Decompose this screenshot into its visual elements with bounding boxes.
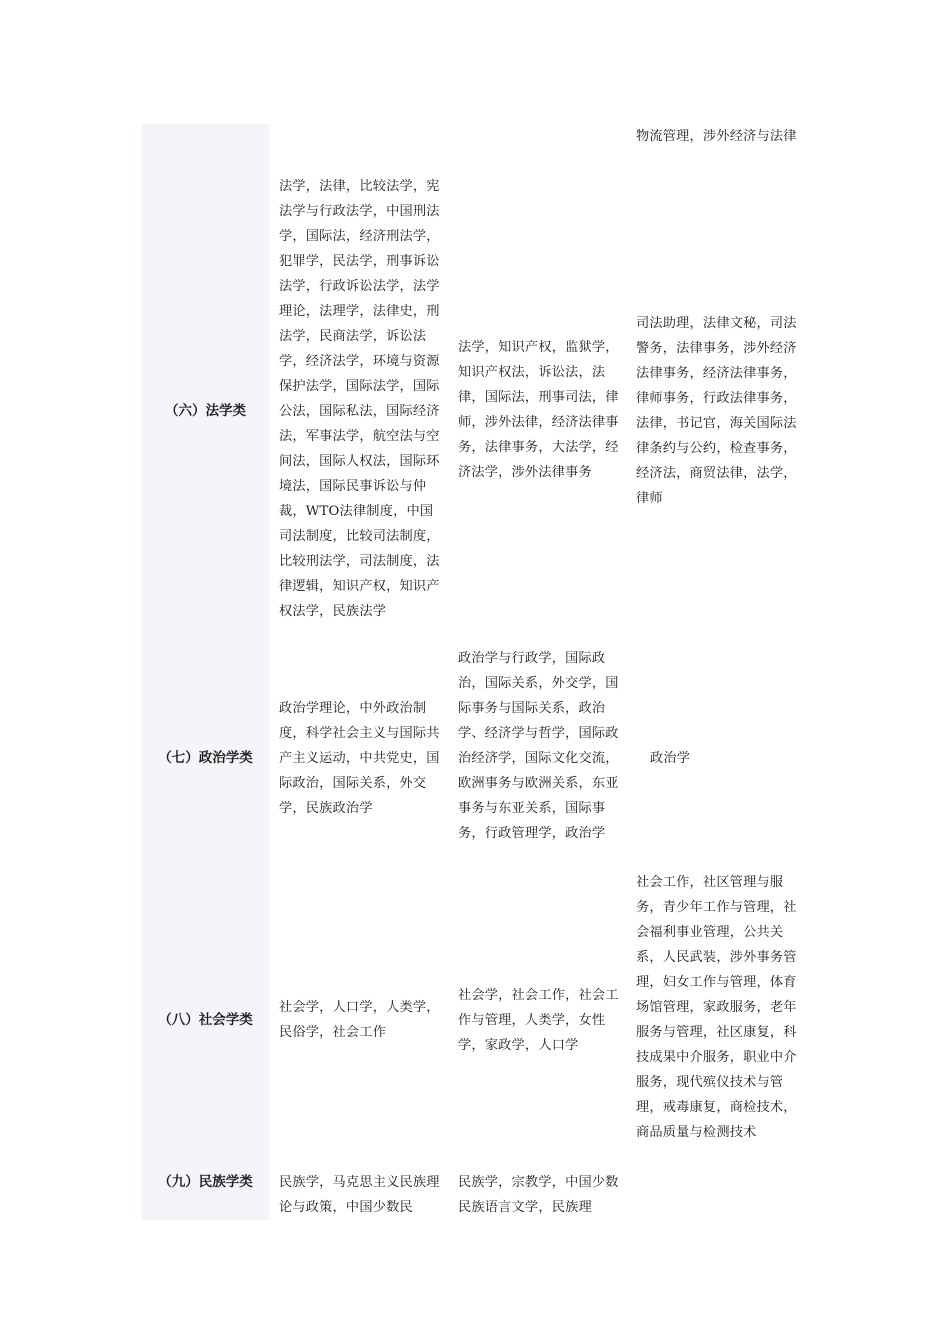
specialist-majors-cell: 社会工作，社区管理与服务，青少年工作与管理，社会福利事业管理，公共关系，人民武装，涉外事务管理，妇女工作与管理，体育场馆管理，家政服务，老年服务与管理，社区康复，科技成果中介服务，职业中介服务，现代殡仪技术与管理，戒毒康复，商检技术，商品质量与检测技术	[636, 875, 797, 1140]
graduate-majors-cell: 社会学，人口学，人类学，民俗学，社会工作	[279, 1000, 440, 1040]
category-label: （九）民族学类	[158, 1174, 253, 1190]
graduate-majors-cell: 法学，法律，比较法学，宪法学与行政法学，中国刑法学，国际法，经济刑法学，犯罪学，民法学，刑事诉讼法学，行政诉讼法学，法学理论，法理学，法律史，刑法学，民商法学，诉讼法学，经济法学，环境与资源保护法学，国际法学，国际公法，国际私法，国际经济法，军事法学，航空法与空间法，国际人权法，国际环境法，国际民事诉讼与仲裁，WTO法律制度，中国司法制度，比较司法制度，比较刑法学，司法制度，法律逻辑，知识产权，知识产权法学，民族法学	[279, 179, 440, 619]
category-label: （六）法学类	[165, 403, 246, 419]
specialist-majors-cell: 物流管理，涉外经济与法律	[636, 129, 797, 144]
category-label: （八）社会学类	[158, 1012, 253, 1028]
undergraduate-majors-cell: 法学，知识产权，监狱学，知识产权法，诉讼法，法律，国际法，刑事司法，律师，涉外法律，经济法律事务，法律事务，大法学，经济法学，涉外法律事务	[458, 340, 619, 480]
undergraduate-majors-cell: 社会学，社会工作，社会工作与管理，人类学，女性学，家政学，人口学	[458, 988, 619, 1053]
undergraduate-majors-cell: 政治学与行政学，国际政治，国际关系，外交学，国际事务与国际关系，政治学、经济学与哲学，国际政治经济学，国际文化交流，欧洲事务与欧洲关系，东亚事务与东亚关系，国际事务，行政管理学，政治学	[458, 651, 619, 841]
category-column-background	[142, 124, 269, 1220]
graduate-majors-cell: 民族学，马克思主义民族理论与政策，中国少数民	[279, 1175, 440, 1215]
undergraduate-majors-cell: 民族学，宗教学，中国少数民族语言文学，民族理	[458, 1175, 619, 1215]
specialist-majors-cell: 政治学	[650, 751, 691, 766]
category-label: （七）政治学类	[158, 750, 253, 766]
major-catalog-table	[142, 124, 808, 1220]
graduate-majors-cell: 政治学理论，中外政治制度，科学社会主义与国际共产主义运动，中共党史，国际政治，国际关系，外交学，民族政治学	[279, 701, 440, 816]
specialist-majors-cell: 司法助理，法律文秘，司法警务，法律事务，涉外经济法律事务，经济法律事务，律师事务，行政法律事务，法律，书记官，海关国际法律条约与公约，检查事务，经济法，商贸法律，法学，律师	[636, 316, 797, 506]
